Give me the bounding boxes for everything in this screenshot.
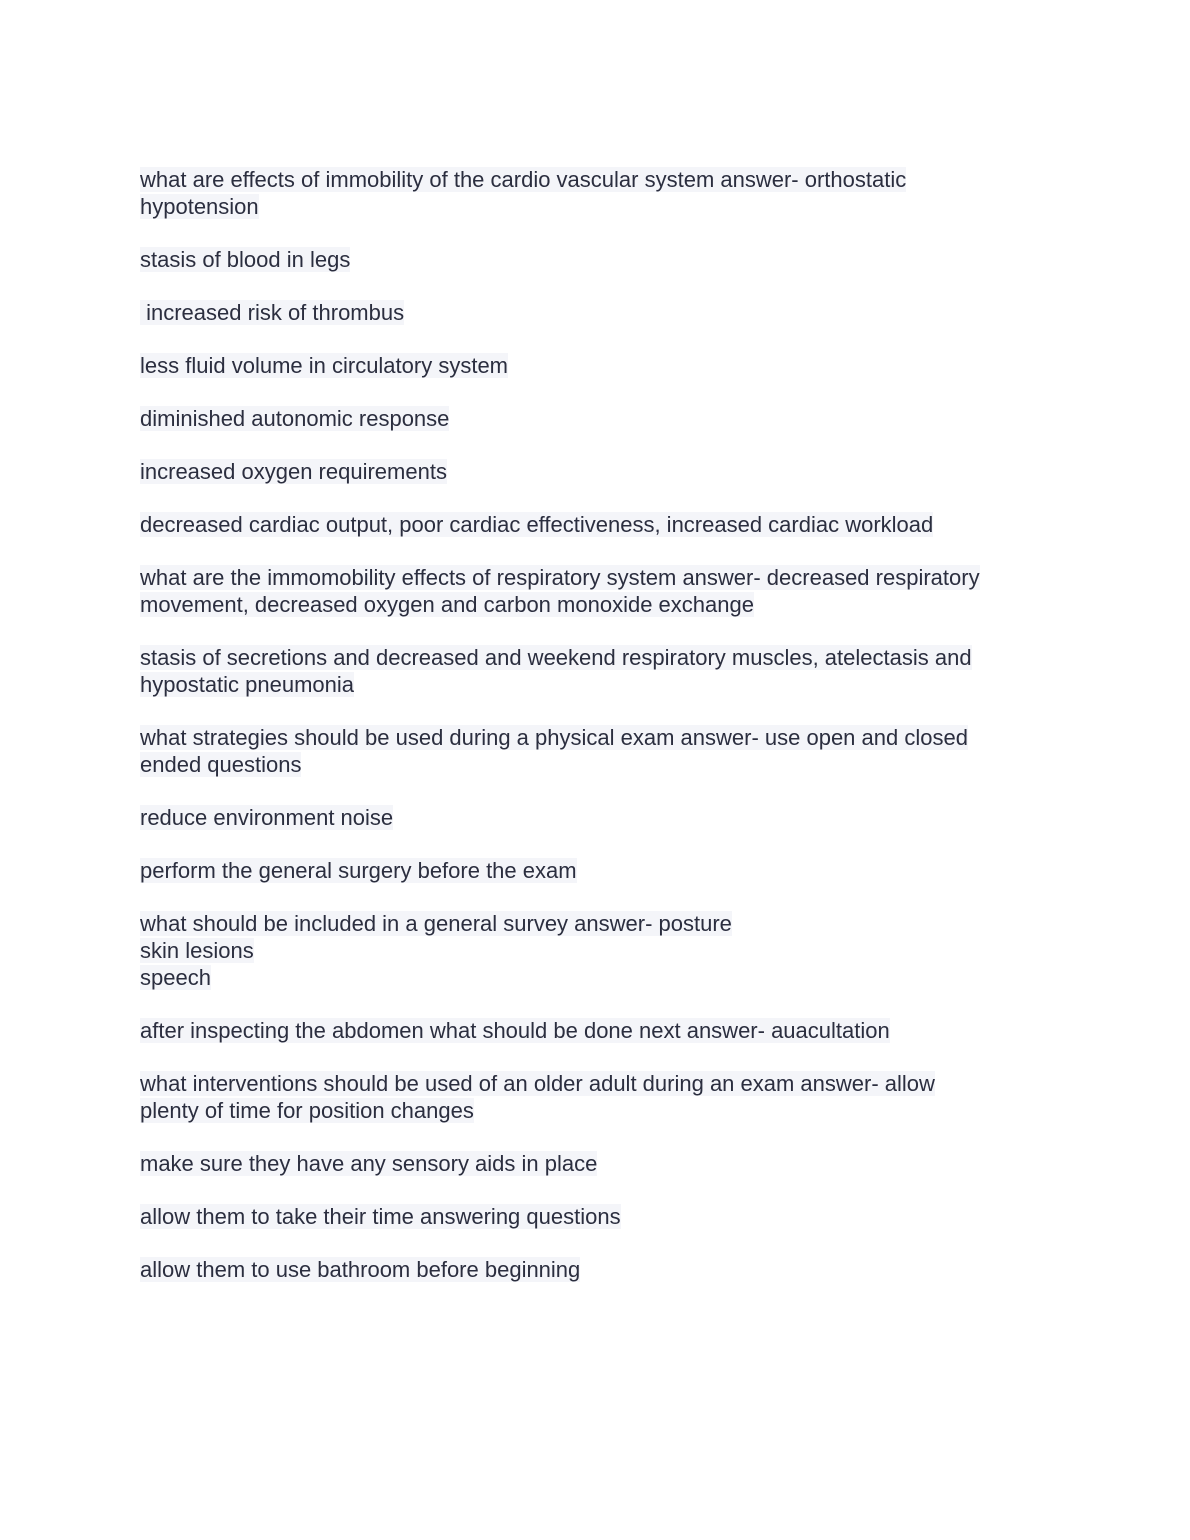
text-line: what are effects of immobility of the cardio vascular system answer- orthostatic — [140, 167, 907, 192]
paragraph-sensory-aids — [140, 1150, 1050, 1177]
text-line: allow them to use bathroom before beginning — [140, 1257, 581, 1282]
text-line: less fluid volume in circulatory system — [140, 353, 509, 378]
text-line: increased oxygen requirements — [140, 459, 447, 484]
text-line: hypostatic pneumonia — [140, 672, 355, 697]
paragraph-general-survey-question — [140, 910, 1050, 991]
text-line: movement, decreased oxygen and carbon monoxide exchange — [140, 592, 754, 617]
paragraph-secretions-stasis — [140, 644, 1050, 698]
text-line: make sure they have any sensory aids in place — [140, 1151, 598, 1176]
paragraph-reduce-noise — [140, 804, 1050, 831]
paragraph-general-surgery — [140, 857, 1050, 884]
text-line: stasis of secretions and decreased and weekend respiratory muscles, atelectasis and — [140, 645, 972, 670]
text-line: allow them to take their time answering questions — [140, 1204, 621, 1229]
text-line: perform the general surgery before the exam — [140, 858, 577, 883]
text-line: skin lesions — [140, 938, 254, 963]
paragraph-cardiovascular-question — [140, 166, 1050, 220]
paragraph-oxygen-requirements — [140, 458, 1050, 485]
paragraph-stasis-blood — [140, 246, 1050, 273]
text-line: reduce environment noise — [140, 805, 394, 830]
text-line: diminished autonomic response — [140, 406, 450, 431]
text-line: what strategies should be used during a physical exam answer- use open and closed — [140, 725, 968, 750]
paragraph-fluid-volume — [140, 352, 1050, 379]
text-line: what interventions should be used of an older adult during an exam answer- allow — [140, 1071, 935, 1096]
text-line: after inspecting the abdomen what should be done next answer- auacultation — [140, 1018, 890, 1043]
text-line: plenty of time for position changes — [140, 1098, 474, 1123]
text-line: stasis of blood in legs — [140, 247, 351, 272]
paragraph-autonomic-response — [140, 405, 1050, 432]
text-line: what are the immomobility effects of respiratory system answer- decreased respiratory — [140, 565, 980, 590]
paragraph-answer-time — [140, 1203, 1050, 1230]
text-line: what should be included in a general survey answer- posture — [140, 911, 732, 936]
paragraph-exam-strategies-question — [140, 724, 1050, 778]
text-line: increased risk of thrombus — [140, 300, 405, 325]
paragraph-bathroom — [140, 1256, 1050, 1283]
text-line: speech — [140, 965, 211, 990]
text-line: hypotension — [140, 194, 259, 219]
text-line: decreased cardiac output, poor cardiac effectiveness, increased cardiac workload — [140, 512, 934, 537]
paragraph-older-adult-question — [140, 1070, 1050, 1124]
paragraph-respiratory-question — [140, 564, 1050, 618]
paragraph-abdomen-question — [140, 1017, 1050, 1044]
paragraph-thrombus-risk — [140, 299, 1050, 326]
text-line: ended questions — [140, 752, 302, 777]
paragraph-cardiac-output — [140, 511, 1050, 538]
document-body — [140, 166, 1050, 1309]
